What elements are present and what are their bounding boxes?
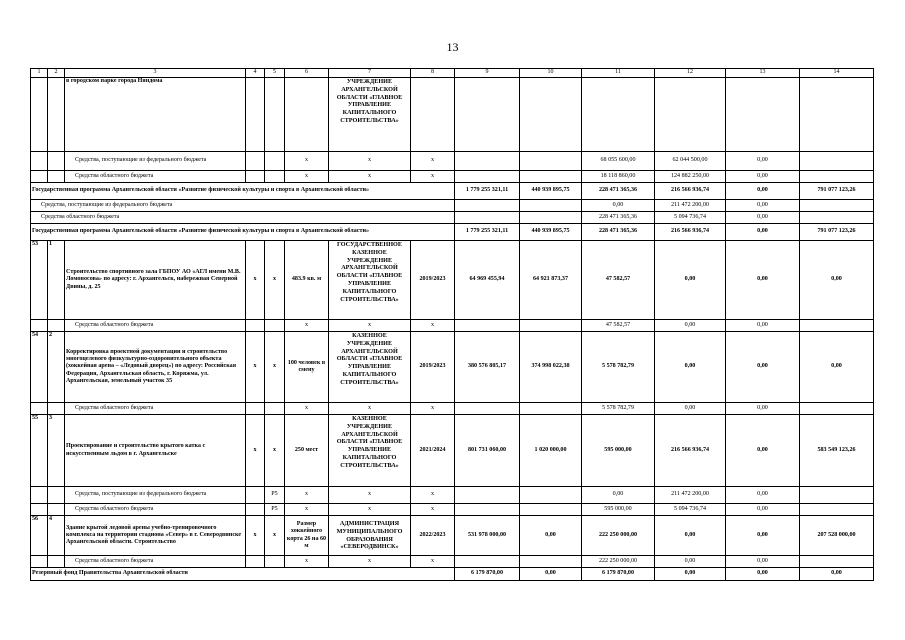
table-cell: х	[285, 403, 329, 415]
table-cell: 0,00	[726, 320, 800, 332]
table-cell: 207 528 000,00	[800, 516, 874, 556]
table-row	[31, 415, 874, 487]
table-cell: 0,00	[726, 183, 800, 200]
program-title: Государственная программа Архангельской области «Развитие физической культуры и спорта в Архангельской области»	[31, 183, 455, 200]
table-cell: 0,00	[726, 152, 800, 171]
period-cell: 2019/2023	[411, 332, 455, 403]
table-cell: х	[329, 403, 411, 415]
header-cell: 12	[655, 69, 726, 78]
funding-source: Средства, поступающие из федерального бюджета	[65, 152, 246, 171]
table-cell: 0,00	[726, 487, 800, 504]
item-number: 2	[48, 332, 65, 403]
table-row	[31, 403, 874, 415]
table-cell: 0,00	[655, 320, 726, 332]
table-cell: 216 566 936,74	[655, 183, 726, 200]
header-cell: 8	[411, 69, 455, 78]
table-row	[31, 320, 874, 332]
table-cell: 0,00	[726, 403, 800, 415]
header-cell: 10	[520, 69, 582, 78]
object-name: Корректировка проектной документации и строительство многоцелевого физкультурно-оздоровительного объекта (хоккейная арена – «Ледовый дворец») по адресу: Российская Федерация, Архангельская область, г. Коряжма, ул. Архангельская, земельный участок 35	[65, 332, 246, 403]
funding-source: Средства, поступающие из федерального бюджета	[31, 200, 455, 212]
table-cell: 0,00	[726, 516, 800, 556]
table-cell: 791 077 123,26	[800, 183, 874, 200]
table-cell: 583 549 123,26	[800, 415, 874, 487]
table-row	[31, 487, 874, 504]
table-cell: 0,00	[726, 241, 800, 320]
table-cell: х	[411, 556, 455, 568]
table-cell: х	[329, 487, 411, 504]
page-number: 13	[446, 40, 459, 54]
header-cell: 2	[48, 69, 65, 78]
table-cell: х	[265, 241, 285, 320]
table-cell: 440 939 895,75	[520, 224, 582, 241]
table-cell: х	[285, 487, 329, 504]
table-cell: х	[329, 504, 411, 516]
header-cell: 9	[455, 69, 520, 78]
header-cell: 3	[65, 69, 246, 78]
object-name: в городском парке города Няндома	[65, 78, 246, 152]
table-cell: 0,00	[800, 241, 874, 320]
table-row	[31, 78, 874, 152]
table-cell: 1 779 255 321,11	[455, 224, 520, 241]
table-cell: х	[246, 415, 265, 487]
header-cell: 1	[31, 69, 48, 78]
header-row	[31, 69, 874, 78]
table-cell: 6 179 870,00	[455, 568, 520, 581]
table-cell: х	[411, 504, 455, 516]
table-cell: 0,00	[582, 487, 655, 504]
fund-title: Резервный фонд Правительства Архангельской области	[31, 568, 455, 581]
table-cell: х	[329, 320, 411, 332]
table-cell: 374 998 022,38	[520, 332, 582, 403]
table-cell: х	[411, 320, 455, 332]
row-number: 55	[31, 415, 48, 487]
table-cell: х	[246, 516, 265, 556]
capacity-cell: 483.9 кв. м	[285, 241, 329, 320]
table-row	[31, 568, 874, 581]
executor-cell: УЧРЕЖДЕНИЕ АРХАНГЕЛЬСКОЙ ОБЛАСТИ «ГЛАВНОЕ УПРАВЛЕНИЕ КАПИТАЛЬНОГО СТРОИТЕЛЬСТВА»	[329, 78, 411, 152]
table-cell: 47 582,57	[582, 320, 655, 332]
table-cell: 380 576 805,17	[455, 332, 520, 403]
table-cell: 222 250 000,00	[582, 516, 655, 556]
table-cell: P5	[265, 487, 285, 504]
table-cell: х	[285, 171, 329, 183]
table-cell: х	[329, 171, 411, 183]
table-row	[31, 556, 874, 568]
executor-cell: ГОСУДАРСТВЕННОЕ КАЗЕННОЕ УЧРЕЖДЕНИЕ АРХАНГЕЛЬСКОЙ ОБЛАСТИ «ГЛАВНОЕ УПРАВЛЕНИЕ КАПИТАЛЬНОГО СТРОИТЕЛЬСТВА»	[329, 241, 411, 320]
table-cell: 18 118 860,00	[582, 171, 655, 183]
table-cell: P5	[265, 504, 285, 516]
header-cell: 7	[329, 69, 411, 78]
header-cell: 13	[726, 69, 800, 78]
row-number: 53	[31, 241, 48, 320]
header-cell: 14	[800, 69, 874, 78]
table-cell: 47 582,57	[582, 241, 655, 320]
header-cell: 11	[582, 69, 655, 78]
table-cell: 0,00	[726, 212, 800, 224]
table-cell: 5 578 782,79	[582, 332, 655, 403]
table-cell: 0,00	[655, 516, 726, 556]
table-cell: 595 000,00	[582, 415, 655, 487]
funding-source: Средства областного бюджета	[65, 171, 246, 183]
funding-source: Средства областного бюджета	[65, 403, 246, 415]
table-cell: 62 044 500,00	[655, 152, 726, 171]
table-cell: х	[411, 152, 455, 171]
table-cell: 0,00	[800, 332, 874, 403]
period-cell: 2021/2024	[411, 415, 455, 487]
table-cell: 0,00	[655, 568, 726, 581]
table-cell: 211 472 200,00	[655, 487, 726, 504]
table-cell: 5 094 736,74	[655, 504, 726, 516]
table-cell: х	[285, 152, 329, 171]
table-row	[31, 212, 874, 224]
table-cell: 531 978 000,00	[455, 516, 520, 556]
table-row	[31, 200, 874, 212]
table-cell: 0,00	[726, 200, 800, 212]
row-number: 56	[31, 516, 48, 556]
table-cell: х	[285, 556, 329, 568]
table-cell: х	[411, 487, 455, 504]
table-cell: 0,00	[726, 332, 800, 403]
table-cell: 0,00	[655, 556, 726, 568]
funding-source: Средства областного бюджета	[65, 320, 246, 332]
object-name: Здание крытой ледовой арены учебно-тренировочного комплекса на территории стадиона «Север» в г. Северодвинске Архангельской области. Строительство	[65, 516, 246, 556]
table-row	[31, 241, 874, 320]
table-cell: 0,00	[726, 504, 800, 516]
table-cell: 0,00	[726, 568, 800, 581]
table-row	[31, 171, 874, 183]
item-number: 4	[48, 516, 65, 556]
period-cell: 2022/2023	[411, 516, 455, 556]
table-cell: 222 250 000,00	[582, 556, 655, 568]
table-cell: 211 472 200,00	[655, 200, 726, 212]
object-name: Строительство спортивного зала ГБПОУ АО «АГЛ имени М.В. Ломоносова» по адресу: г. Архангельск, набережная Северной Двины, д. 25	[65, 241, 246, 320]
table-row	[31, 504, 874, 516]
table-cell: 6 179 870,00	[582, 568, 655, 581]
budget-table	[30, 68, 874, 581]
table-cell: 801 731 060,00	[455, 415, 520, 487]
table-cell: х	[265, 415, 285, 487]
executor-cell: АДМИНИСТРАЦИЯ МУНИЦИПАЛЬНОГО ОБРАЗОВАНИЯ «СЕВЕРОДВИНСК»	[329, 516, 411, 556]
funding-source: Средства областного бюджета	[65, 504, 246, 516]
header-cell: 6	[285, 69, 329, 78]
table-cell: х	[329, 556, 411, 568]
table-cell: 64 921 873,37	[520, 241, 582, 320]
table-cell: 5 094 736,74	[655, 212, 726, 224]
table-cell: 228 471 365,36	[582, 224, 655, 241]
executor-cell: КАЗЕННОЕ УЧРЕЖДЕНИЕ АРХАНГЕЛЬСКОЙ ОБЛАСТИ «ГЛАВНОЕ УПРАВЛЕНИЕ КАПИТАЛЬНОГО СТРОИТЕЛЬСТВА»	[329, 415, 411, 487]
funding-source: Средства областного бюджета	[65, 556, 246, 568]
table-cell: х	[246, 241, 265, 320]
table-cell: 595 000,00	[582, 504, 655, 516]
table-cell: х	[285, 320, 329, 332]
table-cell: 0,00	[520, 516, 582, 556]
executor-cell: КАЗЕННОЕ УЧРЕЖДЕНИЕ АРХАНГЕЛЬСКОЙ ОБЛАСТИ «ГЛАВНОЕ УПРАВЛЕНИЕ КАПИТАЛЬНОГО СТРОИТЕЛЬСТВА»	[329, 332, 411, 403]
table-cell: 1 020 000,00	[520, 415, 582, 487]
table-cell: 0,00	[655, 403, 726, 415]
object-name: Проектирование и строительство крытого катка с искусственным льдом в г. Архангельске	[65, 415, 246, 487]
table-cell: 124 882 250,00	[655, 171, 726, 183]
table-row	[31, 152, 874, 171]
item-number: 1	[48, 241, 65, 320]
table-cell: х	[246, 332, 265, 403]
table-cell: 0,00	[582, 200, 655, 212]
table-cell: 440 939 895,75	[520, 183, 582, 200]
table-row	[31, 332, 874, 403]
table-cell: х	[265, 332, 285, 403]
program-title: Государственная программа Архангельской области «Развитие физической культуры и спорта в Архангельской области»	[31, 224, 455, 241]
table-cell: 0,00	[726, 415, 800, 487]
item-number: 3	[48, 415, 65, 487]
table-cell: 0,00	[655, 332, 726, 403]
table-cell: 0,00	[800, 568, 874, 581]
header-cell: 4	[246, 69, 265, 78]
table-cell: 68 055 600,00	[582, 152, 655, 171]
table-cell: 228 471 365,36	[582, 212, 655, 224]
table-cell: 5 578 782,79	[582, 403, 655, 415]
table-cell: 216 566 936,74	[655, 415, 726, 487]
row-number: 54	[31, 332, 48, 403]
table-cell: х	[265, 516, 285, 556]
table-cell: 0,00	[655, 241, 726, 320]
table-cell: 0,00	[520, 568, 582, 581]
table-cell: х	[411, 171, 455, 183]
table-cell: 1 779 255 321,11	[455, 183, 520, 200]
table-row	[31, 224, 874, 241]
table-cell: х	[285, 504, 329, 516]
capacity-cell: Размер хоккейного корта 26 на 60 м	[285, 516, 329, 556]
table-cell: 64 969 455,94	[455, 241, 520, 320]
capacity-cell: 250 мест	[285, 415, 329, 487]
table-cell: 216 566 936,74	[655, 224, 726, 241]
table-cell: 791 077 123,26	[800, 224, 874, 241]
table-row	[31, 183, 874, 200]
table-cell: х	[411, 403, 455, 415]
capacity-cell: 100 человек в смену	[285, 332, 329, 403]
period-cell: 2019/2023	[411, 241, 455, 320]
header-cell: 5	[265, 69, 285, 78]
table-cell: 0,00	[726, 171, 800, 183]
table-cell: 0,00	[726, 224, 800, 241]
table-cell: 228 471 365,36	[582, 183, 655, 200]
table-cell: х	[329, 152, 411, 171]
table-cell: 0,00	[726, 556, 800, 568]
funding-source: Средства областного бюджета	[31, 212, 455, 224]
funding-source: Средства, поступающие из федерального бюджета	[65, 487, 246, 504]
table-row	[31, 516, 874, 556]
